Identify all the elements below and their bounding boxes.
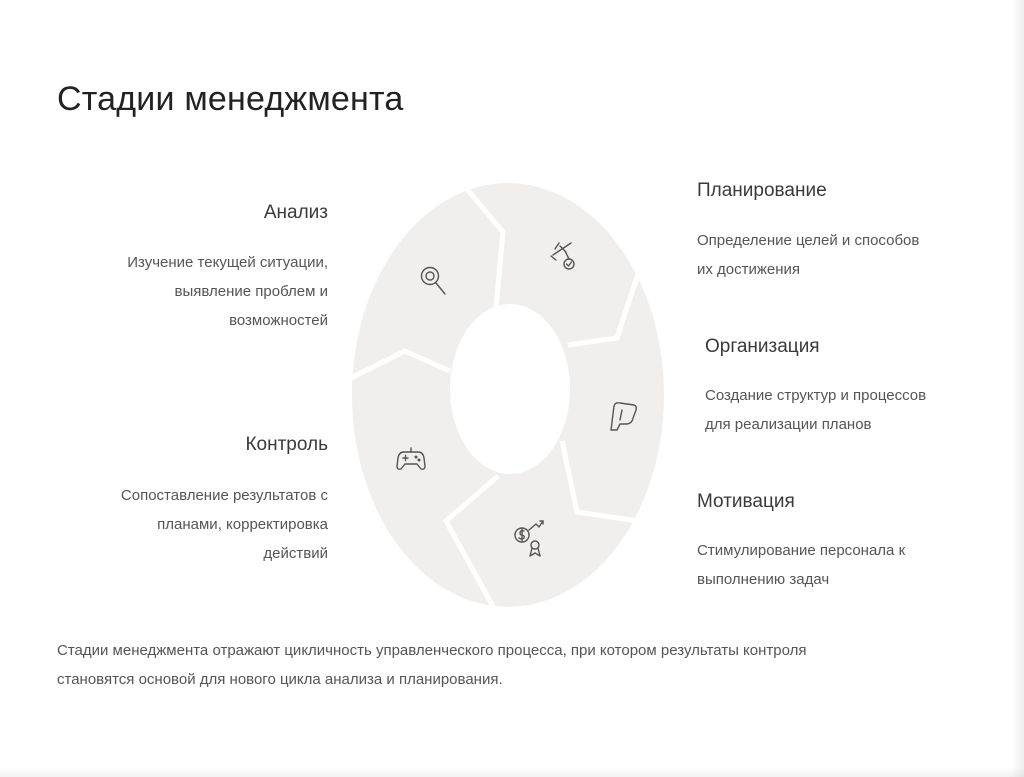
stage-text-organization-line: для реализации планов: [705, 416, 872, 433]
edge-shadow-bottom: [0, 767, 1024, 777]
stage-text-analysis-line: Изучение текущей ситуации,: [127, 254, 328, 271]
footer-paragraph: [57, 636, 957, 694]
stage-text-control-line: Сопоставление результатов с: [120, 487, 328, 504]
stage-text-motivation-line: выполнению задач: [697, 571, 830, 588]
stage-title-planning: Планирование: [697, 180, 827, 201]
stage-text-analysis: [28, 248, 328, 335]
stage-title-control: Контроль: [245, 434, 328, 455]
stage-text-motivation: [697, 536, 997, 594]
stage-text-control-line: планами, корректировка: [157, 516, 328, 533]
stage-text-planning-line: их достижения: [697, 261, 801, 278]
stage-text-control-line: действий: [263, 545, 328, 562]
page-title: Стадии менеджмента: [57, 80, 404, 118]
stage-text-planning: [697, 226, 997, 284]
stage-text-control: [28, 481, 328, 568]
stage-text-organization-line: Создание структур и процессов: [705, 387, 927, 404]
stage-text-analysis-line: выявление проблем и: [174, 283, 328, 300]
cycle-ring: [352, 183, 664, 607]
stage-text-motivation-line: Стимулирование персонала к: [697, 542, 906, 559]
stage-text-organization: [705, 381, 1005, 439]
footer-line: становятся основой для нового цикла анализа и планирования.: [57, 671, 503, 688]
footer-line: Стадии менеджмента отражают цикличность управленческого процесса, при котором результаты контроля: [57, 642, 807, 659]
stage-title-organization: Организация: [705, 336, 820, 357]
stage-text-analysis-line: возможностей: [229, 312, 328, 329]
stage-text-planning-line: Определение целей и способов: [697, 232, 920, 249]
stage-title-motivation: Мотивация: [697, 491, 795, 512]
edge-shadow-right: [1010, 0, 1024, 777]
stage-title-analysis: Анализ: [263, 202, 328, 223]
